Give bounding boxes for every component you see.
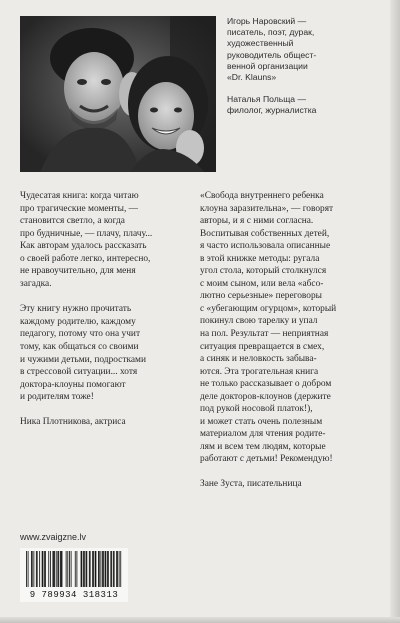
- barcode-bar: [66, 551, 67, 587]
- barcode-bar: [36, 551, 37, 587]
- barcode-bar: [84, 551, 85, 587]
- review-paragraph: Эту книгу нужно прочитать каждому родителю, каждому педагогу, потому что она учит тому, как общаться со своими и чужими детьми, подростками в стрессовой ситуации... хотя доктора-клоуны помогают и родителям тоже!: [20, 304, 146, 403]
- barcode-bar: [86, 551, 87, 587]
- barcode-bar: [81, 551, 82, 587]
- barcode-bars: [20, 548, 128, 590]
- barcode-bar: [81, 551, 82, 587]
- barcode-bar: [89, 551, 90, 587]
- barcode-bar: [57, 551, 58, 587]
- barcode-bar: [116, 551, 117, 587]
- barcode-bar: [28, 551, 29, 587]
- barcode-bar: [105, 551, 106, 587]
- barcode-bar: [26, 551, 27, 587]
- reviewer-signature: Зане Зуста, писательница: [200, 479, 302, 490]
- review-paragraph: «Свобода внутреннего ребенка клоуна заразительна», — говорят авторы, и я с ними согласна. Воспитывая собственных детей, я часто использовала описанные в этой книжке методы: ругала угол стола, который столкнулся с моим сыном, или вела «абсо- лютно серьезные» переговоры с «убегающим огурцом», который покинул свою тарелку и упал на пол. Результат — неприятная ситуация превращается в смех, а синяк и неловкость забыва- ются. Эта трогательная книга не только рассказывает о добром деле докторов-клоунов (держите под рукой носовой платок!), и может стать очень полезным материалом для чтения родите- лям и всем тем людям, которые работают с детьми! Рекомендую!: [200, 191, 337, 465]
- barcode-bar: [61, 551, 62, 587]
- bottom-edge: [0, 617, 400, 623]
- barcode-bar: [98, 551, 99, 587]
- barcode-bar: [37, 551, 38, 587]
- barcode-bar: [86, 551, 87, 587]
- barcode-bar: [54, 551, 55, 587]
- barcode-bar: [45, 551, 46, 587]
- barcode-bar: [42, 551, 43, 587]
- barcode-bar: [83, 551, 84, 587]
- barcode-bar: [75, 551, 76, 587]
- barcode-bar: [76, 551, 77, 587]
- barcode-bar: [120, 551, 121, 587]
- barcode-bar: [119, 551, 120, 587]
- barcode-bar: [114, 551, 115, 587]
- barcode-bar: [53, 551, 54, 587]
- coauthor-caption: Наталья Польща — филолог, журналистка: [227, 94, 317, 116]
- barcode-bar: [99, 551, 100, 587]
- author-caption: Игорь Наровский — писатель, поэт, дурак, художественный руководитель общест- венной организации «Dr. Klauns»: [227, 16, 317, 83]
- barcode-bar: [93, 551, 94, 587]
- review-paragraph: Чудесатая книга: когда читаю про трагические моменты, — становится светло, а когда про будничные, — плачу, плачу... Как авторам удалось рассказать о своей работе легко, интересно, не нравоучительно, для меня загадка.: [20, 191, 153, 289]
- spine-edge: [390, 0, 400, 623]
- barcode-bar: [56, 551, 57, 587]
- barcode-bar: [110, 551, 111, 587]
- barcode-bar: [95, 551, 96, 587]
- barcode-bar: [32, 551, 33, 587]
- barcode-bar: [62, 551, 63, 587]
- right-review-column: [200, 190, 376, 491]
- barcode-bar: [113, 551, 114, 587]
- barcode-bar: [102, 551, 103, 587]
- barcode-bar: [39, 551, 40, 587]
- barcode-bar: [105, 551, 106, 587]
- barcode-bar: [107, 551, 108, 587]
- isbn-number: 9 789934 318313: [29, 590, 119, 600]
- barcode-bar: [96, 551, 97, 587]
- barcode-bar: [111, 551, 112, 587]
- reviewer-signature: Ника Плотникова, актриса: [20, 416, 126, 427]
- barcode-bar: [33, 551, 34, 587]
- barcode-bar: [60, 551, 61, 587]
- isbn-barcode: [20, 548, 128, 602]
- barcode-bar: [103, 551, 104, 587]
- barcode-bar: [50, 551, 51, 587]
- barcode-bar: [71, 551, 72, 587]
- barcode-bar: [92, 551, 93, 587]
- barcode-bar: [108, 551, 109, 587]
- barcode-bar: [43, 551, 44, 587]
- publisher-website: www.zvaigzne.lv: [20, 532, 87, 542]
- barcode-bar: [69, 551, 70, 587]
- barcode-bar: [58, 551, 59, 587]
- barcode-bar: [90, 551, 91, 587]
- paragraph-gap: [20, 290, 186, 303]
- barcode-bar: [117, 551, 118, 587]
- barcode-bar: [100, 551, 101, 587]
- barcode-bar: [67, 551, 68, 587]
- authors-photo-image: [20, 16, 216, 172]
- left-review-column: [20, 190, 186, 428]
- barcode-bar: [52, 551, 53, 587]
- authors-photo: [20, 16, 216, 172]
- barcode-bar: [31, 551, 32, 587]
- barcode-bar: [48, 551, 49, 587]
- authors-caption: [227, 16, 389, 128]
- barcode-bar: [44, 551, 45, 587]
